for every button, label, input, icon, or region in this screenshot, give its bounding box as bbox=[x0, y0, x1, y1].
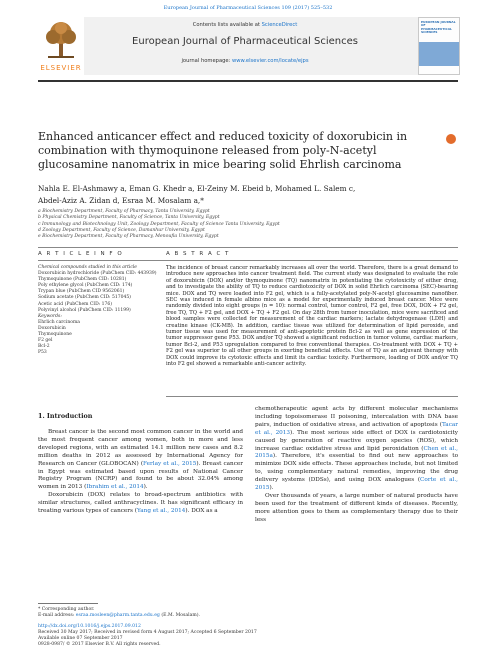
journal-homepage bbox=[120, 58, 370, 64]
abstract-end-rule bbox=[166, 396, 458, 397]
article-info bbox=[38, 265, 158, 356]
compound-item: Acetic acid (PubChem CID: 176) bbox=[38, 301, 112, 307]
publication-info bbox=[38, 624, 338, 648]
intro-column-right bbox=[255, 406, 458, 525]
footnote-rule bbox=[38, 603, 98, 604]
footnotes bbox=[38, 607, 338, 619]
abstract-text: The incidence of breast cancer remarkably increases all over the world. Therefore, there is a great demand to introduce new approaches into cancer treatment field. The current study was designated to evaluate the role of doxorubicin (DOX) and/or thymoquinone (TQ) nanomatrix in potentiating the cytotoxicity of either drug, and to investigate the ability of TQ to reduce cardiotoxicity of DOX in solid Ehrlich carcinoma (SEC)-bearing mice. DOX and TQ were loaded into F2 gel, which is a fully-acetylated poly-N-acetyl glucosamine nanofiber. SEC was induced in female albino mice as a model for experimentally induced breast cancer. Mice were randomly divided into eight groups (n = 10): normal control, tumor control, F2 gel, free DOX, DOX + F2 gel, free TQ, TQ + F2 gel, and DOX + TQ + F2 gel. On day 28th from tumor inoculation, mice were sacrificed and blood samples were collected for measurement of the cardiac markers; lactate dehydrogenase (LDH) and creatine kinase (CK-MB). In addition, cardiac tissue was utilized for determination of lipid peroxide, and tumor tissue was used for measurement of anti-apoptotic protein Bcl-2 as well as gene expression of the tumor suppressor gene P53. DOX and/or TQ showed a significant reduction in tumor volume, cardiac markers, tumor Bcl-2, and P53 upregulation compared to free conventional therapies. Co-treatment with DOX + TQ + F2 gel was superior to all other groups in exerting beneficial effects. Use of TQ as an adjuvant therapy with DOX could improve its cytotoxic effects and limit its cardiac toxicity. Furthermore, loading of DOX and/or TQ into F2 gel showed a remarkable anti-cancer activity. bbox=[166, 265, 458, 368]
authors-line-1: Nahla E. El-Ashmawy a, Eman G. Khedr a, El-Zeiny M. Ebeid b, Mohamed L. Salem c, bbox=[38, 184, 356, 193]
contents-prefix: Contents lists available at bbox=[192, 22, 262, 28]
citation-link[interactable]: Ibrahim et al., 2014 bbox=[86, 484, 144, 491]
keyword: P53 bbox=[38, 350, 47, 356]
sciencedirect-link[interactable]: ScienceDirect bbox=[261, 22, 298, 28]
citation-link[interactable]: Yang et al., 2014 bbox=[136, 508, 186, 515]
received-dates: Received 30 May 2017; Received in revised form 4 August 2017; Accepted 6 September 2017 bbox=[38, 630, 257, 635]
journal-cover-thumbnail bbox=[418, 17, 460, 75]
keyword: Bcl-2 bbox=[38, 344, 50, 350]
issn-copyright: 0928-0987/ © 2017 Elsevier B.V. All rights reserved. bbox=[38, 642, 161, 647]
citation-link[interactable]: Ferlay et al., 2015 bbox=[143, 460, 197, 467]
section-rule bbox=[38, 247, 458, 248]
keyword: F2 gel bbox=[38, 338, 53, 344]
compound-item: Doxorubicin hydrochloride (PubChem CID: 443939) bbox=[38, 271, 157, 277]
citation-link[interactable]: Tacar et al., 2013 bbox=[255, 421, 458, 436]
elsevier-tree-icon bbox=[42, 19, 80, 59]
author-list bbox=[38, 183, 458, 207]
abstract-heading: A B S T R A C T bbox=[166, 251, 230, 257]
homepage-prefix: journal homepage: bbox=[181, 58, 233, 64]
header-rule bbox=[38, 80, 458, 82]
intro-column-left bbox=[38, 429, 243, 516]
keyword: Thymoquinone bbox=[38, 332, 72, 338]
keywords-label: Keywords: bbox=[38, 313, 62, 319]
article-title: Enhanced anticancer effect and reduced toxicity of doxorubicin in combination with thymoquinone released from poly-N-acetyl glucosamine nanomatrix in mice bearing solid Ehrlish carcinoma bbox=[38, 130, 408, 171]
publisher-wordmark: ELSEVIER bbox=[40, 64, 82, 72]
doi-link[interactable]: http://dx.doi.org/10.1016/j.ejps.2017.09.012 bbox=[38, 624, 141, 629]
article-info-heading: A R T I C L E I N F O bbox=[38, 251, 124, 257]
citation-link[interactable]: Corte et al., 2015 bbox=[255, 477, 458, 492]
affiliations bbox=[38, 209, 458, 240]
affiliation: e Biochemistry Department, Faculty of Pharmacy, Menoufia University, Egypt bbox=[38, 234, 219, 240]
affiliation: a Biochemistry Department, Faculty of Pharmacy, Tanta University, Egypt bbox=[38, 209, 210, 214]
keyword: Ehrlich carcinoma bbox=[38, 319, 80, 325]
cover-title: EUROPEAN JOURNAL OF PHARMACEUTICAL SCIENCES bbox=[421, 20, 456, 35]
affiliation: b Physical Chemistry Department, Faculty of Science, Tanta University, Egypt bbox=[38, 215, 220, 221]
available-online: Available online 07 September 2017 bbox=[38, 636, 123, 641]
running-head: European Journal of Pharmaceutical Sciences 109 (2017) 525–532 bbox=[163, 5, 333, 11]
affiliation: c Immunology and Biotechnology Unit, Zoology Department, Faculty of Science Tanta University, Egypt bbox=[38, 221, 280, 227]
affiliation: d Zoology Department, Faculty of Science, Damanhur University, Egypt bbox=[38, 227, 205, 233]
contents-line bbox=[120, 22, 370, 28]
journal-title: European Journal of Pharmaceutical Sciences bbox=[132, 36, 358, 47]
intro-paragraph: Breast cancer is the second most common cancer in the world and the most frequent cancer among women, both in more and less developed regions, with an estimated 14.1 million new cases and 8.2 million deaths in 2012 as assessed by International Agency for Research on Cancer (GLOBOCAN) (Ferlay et al., 2015). Breast cancer in Egypt was estimated based upon results of National Cancer Registry Program (NCRP) and found to be about 32.04% among women in 2013 (Ibrahim et al., 2014). bbox=[38, 429, 243, 491]
intro-paragraph: chemotherapeutic agent acts by different molecular mechanisms including topoisomerase II poisoning, intercalation with DNA base pairs, induction of oxidative stress, and activation of apoptosis (Tacar et al., 2013). The most serious side effect of DOX is cardiotoxicity caused by generation of reactive oxygen species (ROS), which increase cardiac oxidative stress and lipid peroxidation (Chen et al., 2015a). Therefore, it's essential to find out new approaches to minimize DOX side effects. These approaches include, but not limited to, using complementary natural remedies, improving the drug delivery systems (DDSs), and using DOX analogues (Corte et al., 2015). bbox=[255, 406, 458, 492]
intro-paragraph: Doxorubicin (DOX) relates to broad-spectrum antibiotics with similar structures, called anthracyclines. It has significant efficacy in treating various types of cancers (Yang et al., 2014). DOX as a bbox=[38, 492, 243, 515]
compound-item: Sodium acetate (PubChem CID: 517045) bbox=[38, 295, 131, 301]
compound-item: Thymoquinone (PubChem CID: 10281) bbox=[38, 277, 127, 283]
cover-graphic bbox=[419, 42, 459, 66]
intro-paragraph: Over thousands of years, a large number of natural products have been used for the treatment of different kinds of diseases. Recently, more attention goes to them as complementary therapy due to their less bbox=[255, 492, 458, 523]
crossmark-icon[interactable] bbox=[446, 134, 456, 144]
section-rule bbox=[38, 260, 458, 261]
authors-line-2: Abdel-Aziz A. Zidan d, Esraa M. Mosalam a,* bbox=[38, 196, 204, 205]
compounds-intro: Chemical compounds studied in this article bbox=[38, 265, 137, 270]
compound-item: Polyvinyl alcohol (PubChem CID: 11199) bbox=[38, 307, 131, 313]
corresponding-author-note: * Corresponding author. bbox=[38, 607, 95, 612]
email-line: E-mail address: esraa.mosleen@pharm.tanta.edu.eg (E.M. Mosalam). bbox=[38, 613, 200, 618]
email-link[interactable]: esraa.mosleen@pharm.tanta.edu.eg bbox=[75, 613, 160, 618]
keyword: Doxorubicin bbox=[38, 325, 66, 331]
compound-item: Trypan blue (PubChem CID 9562061) bbox=[38, 289, 125, 295]
compound-item: Poly ethylene glycol (PubChem CID: 174) bbox=[38, 283, 133, 289]
homepage-link[interactable]: www.elsevier.com/locate/ejps bbox=[232, 58, 309, 64]
citation-link[interactable]: Chen et al., 2015a bbox=[255, 445, 458, 460]
introduction-heading: 1. Introduction bbox=[38, 412, 93, 420]
